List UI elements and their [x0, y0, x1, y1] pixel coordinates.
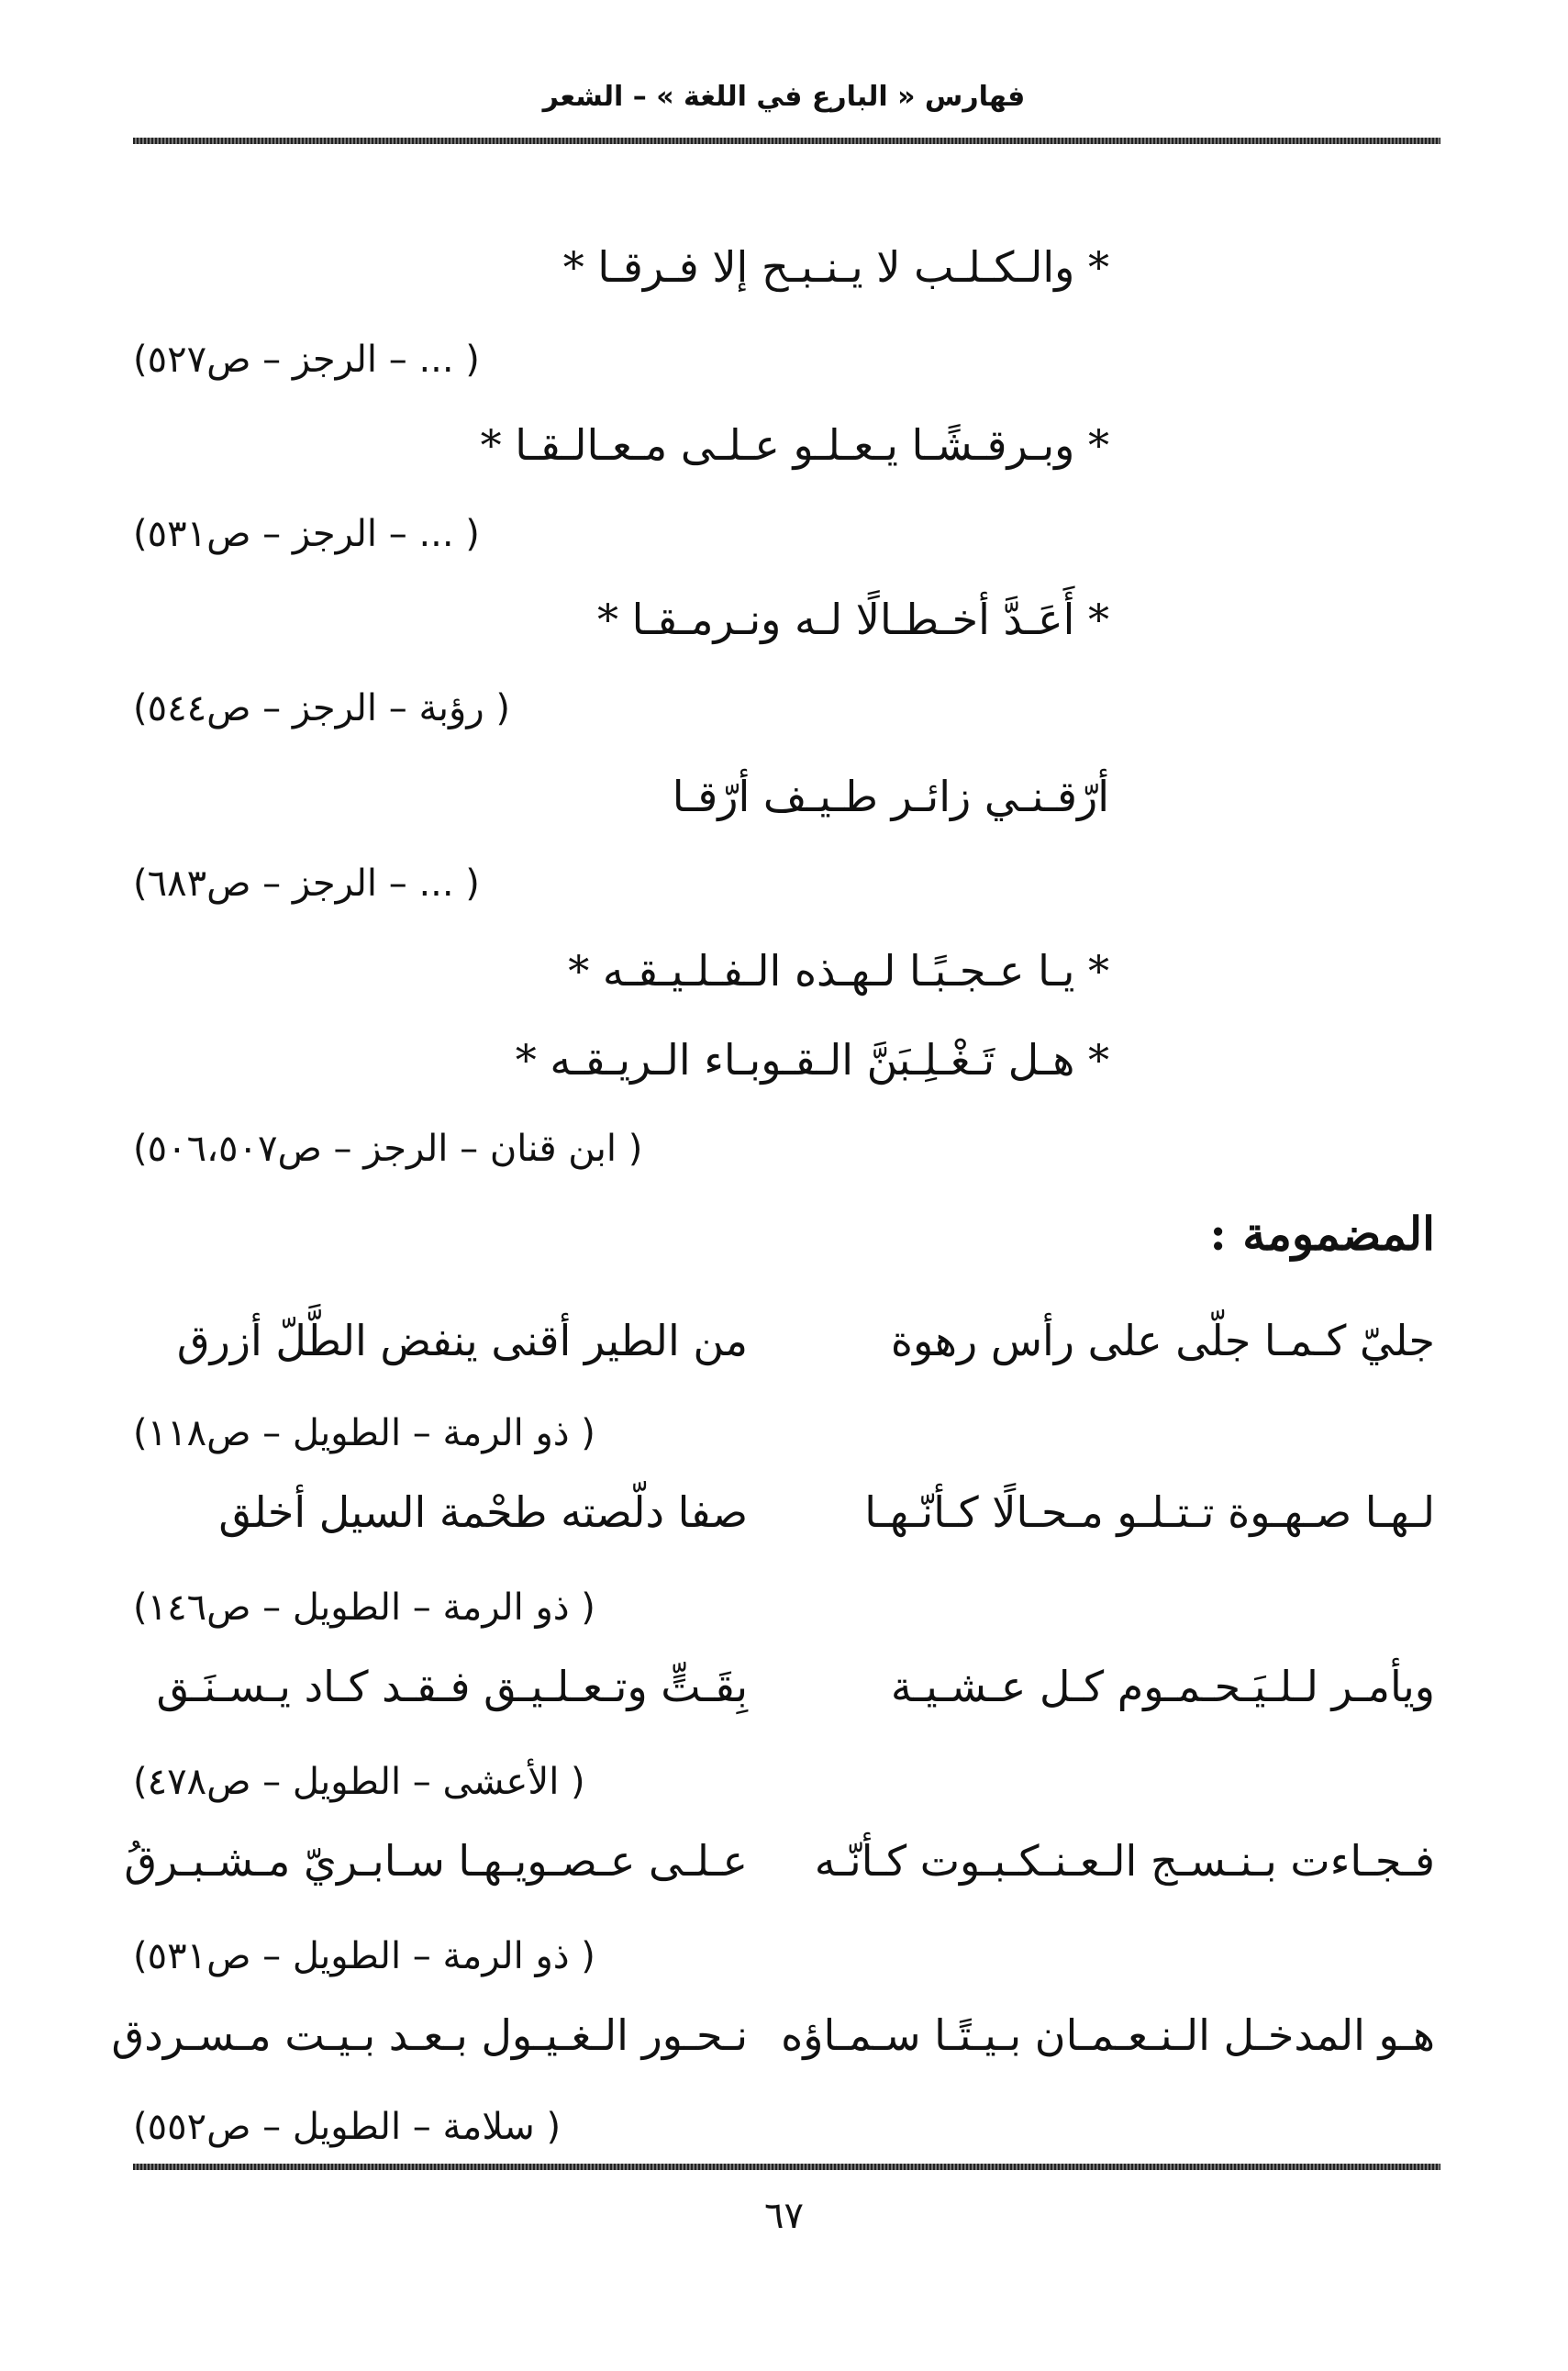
header-divider	[133, 138, 1440, 144]
citation: ( رؤبة – الرجز – ص٥٤٤)	[133, 687, 510, 729]
citation: ( سلامة – الطويل – ص٥٥٢)	[133, 2106, 562, 2148]
verse-line: * يـا عـجـبًـا لـهـذه الـفـلـيـقـه *	[568, 946, 1109, 996]
verse-line: * والـكـلـب لا يـنـبـح إلا فـرقـا *	[562, 242, 1109, 292]
footer-divider	[133, 2164, 1440, 2170]
couplet-second-hemistich: صفا دلّصته طحْمة السيل أخلق	[218, 1487, 748, 1537]
verse-line: أرّقـنـي زائـر طـيـف أرّقـا	[672, 772, 1109, 821]
couplet-first-hemistich: ويأمـر لـلـيَـحـمـوم كـل عـشـيـة	[890, 1662, 1435, 1711]
couplet-first-hemistich: لـهـا صـهـوة تـتـلـو مـحـالًا كـأنّـهـا	[864, 1487, 1435, 1537]
verse-line: * هـل تَـغْـلِـبَنَّ الـقـوبـاء الـريـقـه *	[515, 1035, 1109, 1085]
citation: ( ذو الرمة – الطويل – ص٥٣١)	[133, 1935, 595, 1977]
running-header: فهارس « البارع في اللغة » – الشعر	[542, 81, 1026, 113]
verse-line: * أَعَـدَّ أخـطـالًا لـه ونـرمـقـا *	[596, 595, 1109, 644]
couplet-first-hemistich: جليّ كـمـا جلّى على رأس رهوة	[890, 1316, 1435, 1365]
citation: ( الأعشى – الطويل – ص٤٧٨)	[133, 1761, 585, 1803]
couplet-second-hemistich: بِقَـتٍّ وتـعـلـيـق فـقـد كـاد يـسـنَـق	[156, 1662, 748, 1711]
citation: ( ابن قنان – الرجز – ص٥٠٦،٥٠٧)	[133, 1128, 643, 1170]
couplet-first-hemistich: هـو المدخـل الـنـعـمـان بـيـتًـا سـمـاؤه	[781, 2010, 1435, 2060]
couplet-second-hemistich: عـلـى عـصـويـهـا سـابـريّ مـشـبـرقُ	[124, 1836, 748, 1886]
citation: ( ذو الرمة – الطويل – ص١١٨)	[133, 1412, 595, 1454]
citation: ( ... – الرجز – ص٥٢٧)	[133, 339, 480, 381]
citation: ( ... – الرجز – ص٦٨٣)	[133, 863, 480, 905]
couplet-first-hemistich: فـجـاءت بـنـسـج الـعـنـكـبـوت كـأنّـه	[814, 1836, 1435, 1886]
page-number: ٦٧	[764, 2195, 804, 2237]
couplet-second-hemistich: نـحـور الـغـيـول بـعـد بـيـت مـسـردق	[111, 2010, 748, 2060]
couplet-second-hemistich: من الطير أقنى ينفض الطَّلّ أزرق	[176, 1316, 748, 1365]
verse-line: * وبـرقـشًـا يـعـلـو عـلـى مـعـالـقـا *	[480, 420, 1109, 470]
section-heading: المضمومة :	[1209, 1207, 1435, 1261]
citation: ( ذو الرمة – الطويل – ص١٤٦)	[133, 1586, 595, 1629]
citation: ( ... – الرجز – ص٥٣١)	[133, 513, 480, 555]
